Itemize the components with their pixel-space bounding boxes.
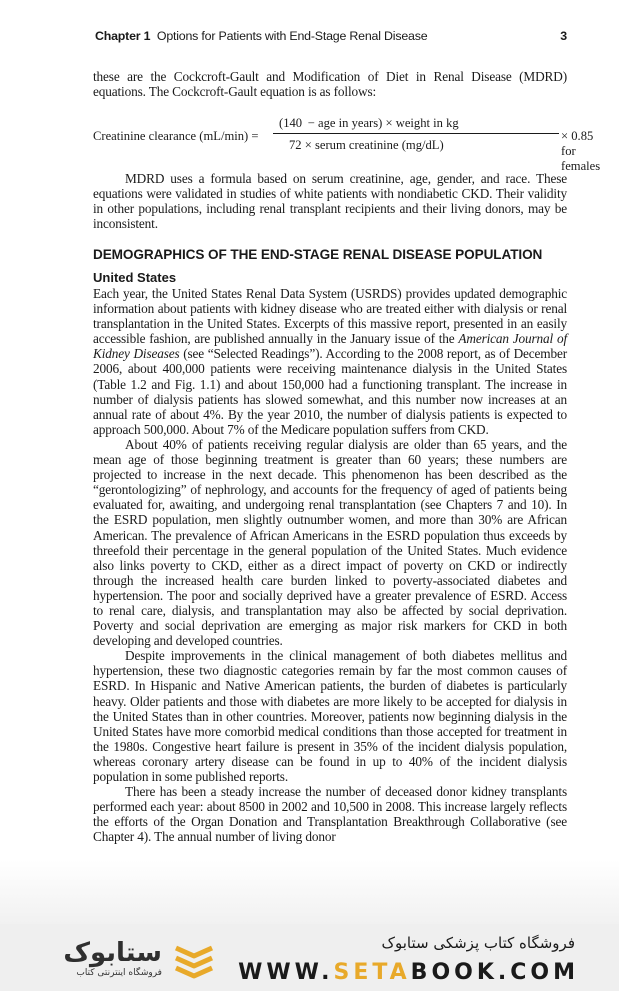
page-number: 3 bbox=[560, 29, 567, 43]
equation-rhs: × 0.85 for females bbox=[561, 129, 601, 173]
paragraph-diabetes: Despite improvements in the clinical management of both diabetes mellitus and hypertension, these two diagnostic categories remain by far the most common causes of ESRD. In Hispanic and Native American patients, the burden of diabetes is particularly heavy. Older patients and those with diabetes are more likely to be accepted for dialysis in the United States than in other countries. Moreover, patients now beginning dialysis in the United States have more comorbid medical conditions than those accepted for treatment in the 1980s. Congestive heart failure is present in 35% of the incident dialysis population, whereas coronary artery disease can be found in up to 40% of the incident dialysis population in some published reports. bbox=[93, 648, 567, 784]
equation-denominator: 72 × serum creatinine (mg/dL) bbox=[289, 138, 444, 152]
chapter-title: Options for Patients with End-Stage Renal Disease bbox=[156, 29, 428, 43]
mdrd-paragraph: MDRD uses a formula based on serum creatinine, age, gender, and race. These equations were validated in studies of white patients with nondiabetic CKD. Their validity in other populations, including renal transplant recipients and their living donors, may be inconsistent. bbox=[93, 171, 567, 232]
intro-paragraph-block bbox=[93, 69, 567, 99]
setabook-logo bbox=[22, 938, 222, 984]
section-heading: DEMOGRAPHICS OF THE END-STAGE RENAL DISEASE POPULATION bbox=[93, 247, 543, 262]
cockcroft-gault-equation bbox=[93, 116, 601, 173]
book-stack-icon bbox=[172, 938, 216, 982]
paragraph-demographics: About 40% of patients receiving regular dialysis are older than 65 years, and the mean age of those beginning treatment is greater than 60 years; these numbers are projected to increase in the next decade. This phenomenon has been described as the “gerontologizing” of nephrology, and accounts for the frequency of aged of patients being evaluated for, awaiting, and undergoing renal transplantation (see Chapters 7 and 10). In the ESRD population, men slightly outnumber women, and more than 30% are African American. The prevalence of African Americans in the ESRD population thus exceeds by threefold their percentage in the general population of the United States. Much evidence also links poverty to CKD, either as a direct impact of poverty on CKD or indirectly through the increased health care burden linked to poverty-associated diabetes and hypertension. The poor and socially deprived have a greater prevalence of ESRD. Access to renal care, dialysis, and transplantation may also be affected by social deprivation. Poverty and social deprivation are emerging as major risk markers for CKD in both developing and developed countries. bbox=[93, 436, 567, 649]
intro-paragraph: these are the Cockcroft-Gault and Modification of Diet in Renal Disease (MDRD) equations. The Cockcroft-Gault equation is as follows: bbox=[93, 69, 567, 100]
store-url[interactable]: WWW.SETABOOK.COM bbox=[238, 960, 579, 985]
watermark-footer bbox=[0, 924, 619, 991]
fraction-bar bbox=[273, 133, 559, 134]
subsection-heading: United States bbox=[93, 270, 177, 285]
store-url-accent: SETA bbox=[333, 960, 411, 985]
mdrd-paragraph-block bbox=[93, 171, 567, 231]
logo-wordmark: ستابوک bbox=[63, 938, 162, 968]
running-head bbox=[95, 29, 567, 43]
chapter-heading bbox=[95, 29, 427, 43]
equation-lhs: Creatinine clearance (mL/min) = bbox=[93, 129, 259, 143]
paragraph-usrds: Each year, the United States Renal Data System (USRDS) provides updated demographic information about patients with kidney disease who are treated either with dialysis or renal transplantation in the United States. Excerpts of this massive report, presented in an easily accessible fashion, are published annually in the January issue of the American Journal of Kidney Diseases (see “Selected Readings”). According to the 2008 report, as of December 2006, about 400,000 patients were receiving maintenance dialysis in the United States (Table 1.2 and Fig. 1.1) and about 150,000 had a functioning transplant. The increase in number of dialysis patients has slowed somewhat, and this number now increases at an annual rate of about 4%. By the year 2010, the number of dialysis patients is expected to approach 500,000. About 7% of the Medicare population suffers from CKD. bbox=[93, 286, 567, 437]
main-body bbox=[93, 286, 567, 844]
equation-numerator: (140 − age in years) × weight in kg bbox=[279, 116, 459, 130]
paragraph-transplants: There has been a steady increase the number of deceased donor kidney transplants performed each year: about 8500 in 2002 and 10,500 in 2008. This increase largely reflects the efforts of the Organ Donation and Transplantation Breakthrough Collaborative (see Chapter 4). The annual number of living donor bbox=[93, 784, 567, 845]
logo-subtitle: فروشگاه اینترنتی کتاب bbox=[76, 968, 162, 978]
chapter-number: 1 bbox=[143, 29, 151, 43]
chapter-label: Chapter bbox=[95, 29, 141, 43]
journal-title: American Journal of Kidney Diseases bbox=[93, 331, 567, 362]
store-name: فروشگاه کتاب پزشکی ستابوک bbox=[381, 934, 575, 952]
page-bottom-fade bbox=[0, 860, 619, 930]
